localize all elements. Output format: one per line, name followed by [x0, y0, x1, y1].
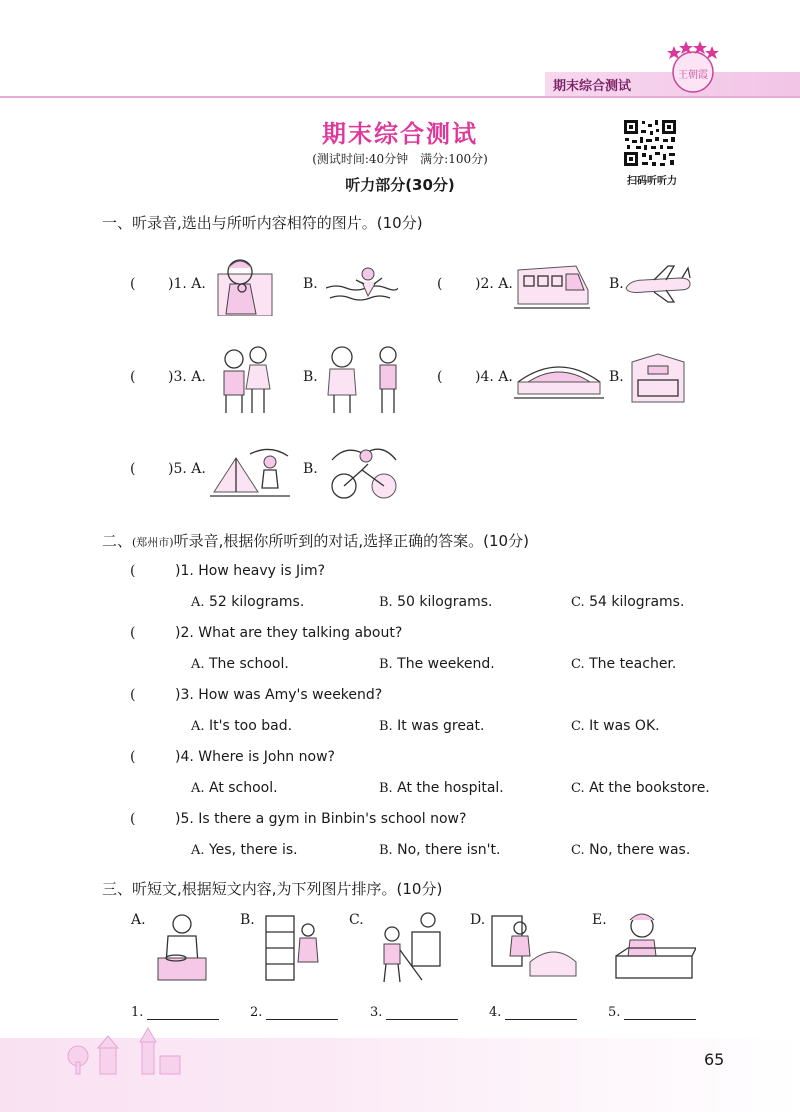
s2-question-5: )5. Is there a gym in Binbin's school now? [175, 811, 467, 827]
answer-paren-5[interactable]: ( [130, 461, 136, 477]
s2-q5-option-b[interactable]: B. No, there isn't. [379, 842, 501, 858]
s3-label-c: C. [349, 912, 364, 928]
footer-castle-decoration-icon [60, 1026, 190, 1080]
s2-answer-paren-2[interactable]: ( [130, 625, 136, 641]
s2-q2-option-a[interactable]: A. The school. [191, 656, 289, 672]
order-blank-5[interactable]: 5. [608, 1004, 696, 1020]
listening-part-heading: 听力部分(30分) [345, 176, 455, 194]
q4-number: )4. A. [475, 369, 513, 385]
section2-title: 二、(郑州市)听录音,根据你所听到的对话,选择正确的答案。(10分) [102, 532, 529, 550]
order-blank-3[interactable]: 3. [370, 1004, 458, 1020]
brand-badge-icon [662, 38, 724, 98]
picture-woman-bookshelf-icon [262, 912, 322, 988]
page-title: 期末综合测试 [322, 120, 478, 148]
s3-label-b: B. [240, 912, 255, 928]
q5-option-b-label: B. [303, 461, 318, 477]
s2-question-2: )2. What are they talking about? [175, 625, 403, 641]
order-blank-1[interactable]: 1. [131, 1004, 219, 1020]
answer-paren-3[interactable]: ( [130, 369, 136, 385]
picture-airplane-icon [624, 264, 692, 308]
s2-question-1: )1. How heavy is Jim? [175, 563, 326, 579]
qr-caption: 扫码听听力 [627, 176, 677, 187]
q3-number: )3. A. [168, 369, 206, 385]
q4-option-b-label: B. [609, 369, 624, 385]
s2-answer-paren-3[interactable]: ( [130, 687, 136, 703]
q3-option-b-label: B. [303, 369, 318, 385]
s2-q1-option-b[interactable]: B. 50 kilograms. [379, 594, 493, 610]
s2-q4-option-c[interactable]: C. At the bookstore. [571, 780, 710, 796]
q5-number: )5. A. [168, 461, 206, 477]
s2-q2-option-c[interactable]: C. The teacher. [571, 656, 677, 672]
picture-station-building-icon [514, 352, 604, 406]
s2-q3-option-a[interactable]: A. It's too bad. [191, 718, 293, 734]
picture-two-boys-icon [326, 343, 406, 421]
q1-number: )1. A. [168, 276, 206, 292]
picture-boy-sweeping-icon [372, 910, 444, 990]
s2-answer-paren-4[interactable]: ( [130, 749, 136, 765]
s2-q1-option-c[interactable]: C. 54 kilograms. [571, 594, 685, 610]
picture-train-icon [514, 260, 590, 314]
section1-title: 一、听录音,选出与所听内容相符的图片。(10分) [102, 214, 423, 232]
page-number: 65 [704, 1050, 725, 1069]
header-label: 期末综合测试 [553, 79, 632, 94]
picture-girl-at-desk-icon [612, 910, 696, 986]
answer-paren-4[interactable]: ( [437, 369, 443, 385]
order-blank-2[interactable]: 2. [250, 1004, 338, 1020]
s2-answer-paren-1[interactable]: ( [130, 563, 136, 579]
section3-title: 三、听短文,根据短文内容,为下列图片排序。(10分) [102, 880, 443, 898]
s3-label-d: D. [470, 912, 486, 928]
s3-label-a: A. [131, 912, 146, 928]
s2-question-4: )4. Where is John now? [175, 749, 335, 765]
qr-code-icon[interactable] [622, 118, 678, 168]
answer-paren-2[interactable]: ( [437, 276, 443, 292]
s2-q5-option-c[interactable]: C. No, there was. [571, 842, 691, 858]
s2-q2-option-b[interactable]: B. The weekend. [379, 656, 495, 672]
picture-camping-icon [210, 444, 290, 504]
svg-text:王朝霞: 王朝霞 [678, 70, 708, 81]
answer-paren-1[interactable]: ( [130, 276, 136, 292]
order-blank-4[interactable]: 4. [489, 1004, 577, 1020]
s2-question-3: )3. How was Amy's weekend? [175, 687, 383, 703]
s2-q4-option-a[interactable]: A. At school. [191, 780, 278, 796]
s2-q5-option-a[interactable]: A. Yes, there is. [191, 842, 298, 858]
picture-girl-eating-icon [216, 254, 274, 320]
picture-boy-and-girl-icon [216, 343, 274, 421]
picture-man-cooking-icon [154, 912, 210, 988]
s2-q3-option-c[interactable]: C. It was OK. [571, 718, 660, 734]
picture-bus-station-icon [628, 352, 688, 412]
q2-option-b-label: B. [609, 276, 624, 292]
picture-girl-swimming-icon [326, 262, 398, 314]
s2-answer-paren-5[interactable]: ( [130, 811, 136, 827]
s2-q1-option-a[interactable]: A. 52 kilograms. [191, 594, 305, 610]
picture-cycling-icon [326, 440, 402, 506]
q1-option-b-label: B. [303, 276, 318, 292]
s2-q4-option-b[interactable]: B. At the hospital. [379, 780, 504, 796]
q2-number: )2. A. [475, 276, 513, 292]
test-info: (测试时间:40分钟 满分:100分) [312, 152, 488, 166]
s3-label-e: E. [592, 912, 607, 928]
picture-girl-in-room-icon [490, 912, 578, 986]
s2-q3-option-b[interactable]: B. It was great. [379, 718, 485, 734]
